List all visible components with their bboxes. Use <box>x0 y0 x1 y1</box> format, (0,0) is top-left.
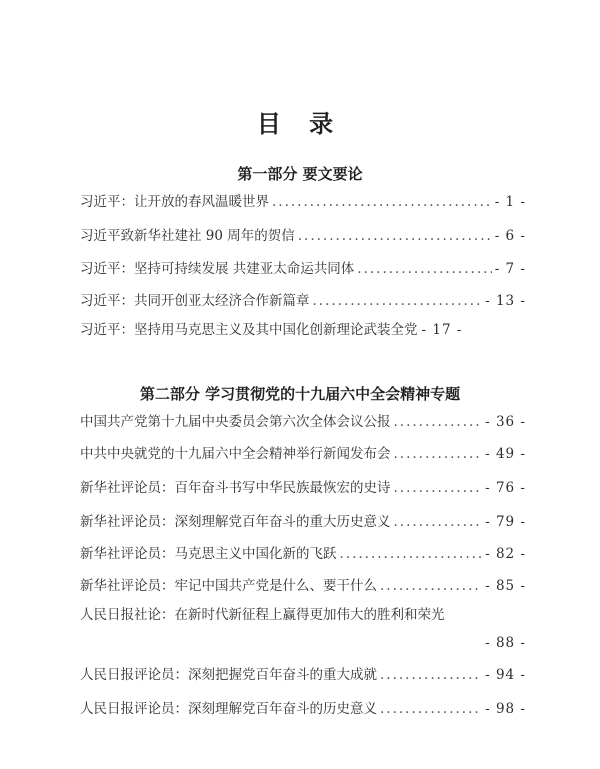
toc-entry-title: 人民日报社论：在新时代新征程上赢得更加伟大的胜利和荣光 <box>80 607 445 623</box>
toc-entry-title: 人民日报评论员：深刻理解党百年奋斗的历史意义 <box>80 701 377 717</box>
toc-entry-title: 习近平：坚持用马克思主义及其中国化创新理论武装全党 <box>80 322 418 338</box>
toc-entry[interactable] <box>80 664 526 686</box>
toc-entry-title: 习近平致新华社建社 90 周年的贺信 <box>80 228 295 244</box>
dot-leader <box>380 575 482 597</box>
dot-leader <box>380 664 482 686</box>
toc-entry[interactable] <box>80 319 526 341</box>
toc-entry-title: 新华社评论员：牢记中国共产党是什么、要干什么 <box>80 578 377 594</box>
toc-page-number: - 94 - <box>485 667 526 683</box>
toc-page-number: - 17 - <box>421 322 463 338</box>
toc-entry-title: 习近平：共同开创亚太经济合作新篇章 <box>80 293 310 309</box>
toc-entry[interactable] <box>80 604 526 626</box>
toc-entry[interactable] <box>80 290 526 312</box>
toc-entry-title: 习近平：让开放的春风温暖世界 <box>80 194 269 210</box>
dot-leader <box>394 411 483 433</box>
dot-leader <box>357 258 491 280</box>
section-1-heading: 第一部分 要文要论 <box>237 165 363 183</box>
dot-leader <box>380 698 482 720</box>
toc-entry-title: 新华社评论员：马克思主义中国化新的飞跃 <box>80 546 337 562</box>
toc-entry[interactable] <box>80 411 526 433</box>
toc-page-number: - 82 - <box>485 546 526 562</box>
toc-page-number: - 88 - <box>485 635 526 651</box>
toc-entry-title: 人民日报评论员：深刻把握党百年奋斗的重大成就 <box>80 667 377 683</box>
toc-entry[interactable] <box>80 543 526 565</box>
toc-entry[interactable] <box>80 698 526 720</box>
toc-entry[interactable] <box>80 443 526 465</box>
toc-entry[interactable] <box>80 575 526 597</box>
toc-page-number: - 36 - <box>485 414 526 430</box>
toc-entry[interactable] <box>80 477 526 499</box>
page-title: 目 录 <box>256 109 344 138</box>
dot-leader <box>394 443 483 465</box>
toc-page-number: - 76 - <box>485 480 526 496</box>
dot-leader <box>394 511 483 533</box>
dot-leader <box>298 225 492 247</box>
toc-entry-title: 中共中央就党的十九届六中全会精神举行新闻发布会 <box>80 446 391 462</box>
toc-page-number: - 49 - <box>485 446 526 462</box>
toc-page-number: - 13 - <box>485 293 526 309</box>
toc-page-number: - 1 - <box>494 194 526 210</box>
section-2-heading: 第二部分 学习贯彻党的十九届六中全会精神专题 <box>139 385 461 403</box>
toc-entry[interactable] <box>80 191 526 213</box>
toc-entry-title: 新华社评论员：深刻理解党百年奋斗的重大历史意义 <box>80 514 391 530</box>
dot-leader <box>394 477 483 499</box>
toc-page-number: - 6 - <box>494 228 526 244</box>
toc-page-number: - 79 - <box>485 514 526 530</box>
toc-entry[interactable] <box>80 258 526 280</box>
toc-entry-title: 习近平：坚持可持续发展 共建亚太命运共同体 <box>80 261 355 277</box>
dot-leader <box>340 543 483 565</box>
toc-page-number: - 7 - <box>494 261 526 277</box>
toc-entry-title: 中国共产党第十九届中央委员会第六次全体会议公报 <box>80 414 391 430</box>
toc-entry[interactable] <box>80 511 526 533</box>
dot-leader <box>313 290 483 312</box>
toc-page-number: - 85 - <box>485 578 526 594</box>
toc-entry-title: 新华社评论员：百年奋斗书写中华民族最恢宏的史诗 <box>80 480 391 496</box>
toc-entry[interactable] <box>80 225 526 247</box>
toc-page-number: - 98 - <box>485 701 526 717</box>
dot-leader <box>272 191 492 213</box>
